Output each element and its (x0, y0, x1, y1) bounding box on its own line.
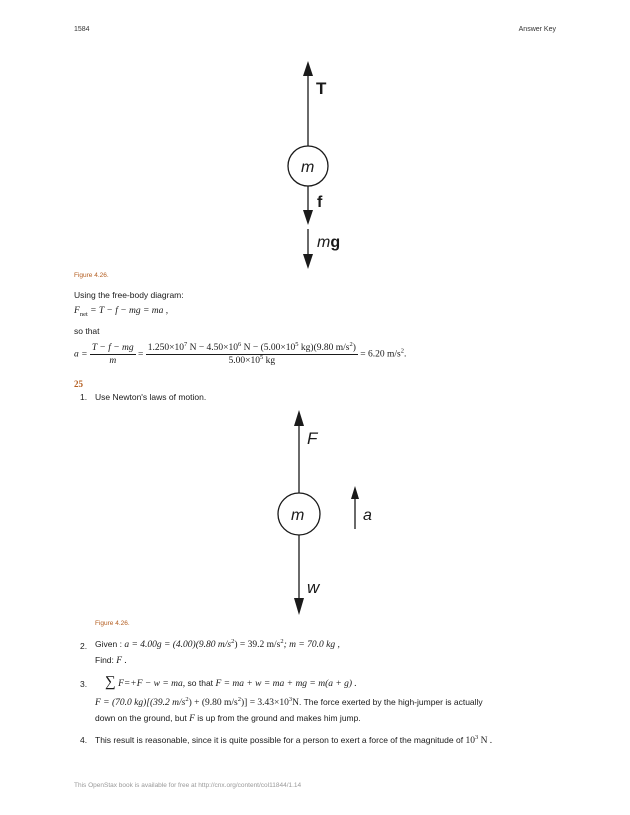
so-that-text: so that (74, 326, 100, 336)
item-1-text: Use Newton's laws of motion. (95, 392, 207, 402)
weight-arrow-head (303, 254, 313, 269)
item-3-number: 3. (80, 679, 88, 689)
running-title: Answer Key (518, 26, 556, 33)
fraction-numeric: $\frac{1.250\times 10^7 N - 4.50\times 10^6 N - (5.00\times 10^5 kg)(9.80 m/s^2)}{5.00\times 10^5 kg}$ (147, 340, 356, 366)
free-body-diagram-1 (270, 55, 360, 275)
force-label: F (307, 429, 318, 448)
intro-text: Using the free-body diagram: (74, 290, 184, 300)
weight-label-2: w (307, 578, 320, 597)
item-2-number: 2. (80, 641, 88, 651)
weight-arrow-head-2 (294, 598, 304, 615)
item-2-find: Find: F . (95, 655, 127, 666)
item-2-given: Given : a = 4.00g = (4.00)(9.80 $m/s^2) = 39.2$ $m/s^2$; m = 70.0 kg , (95, 637, 340, 650)
tension-label: T (316, 79, 327, 98)
item-3-line1: ∑ F=+F − w = ma, so that F = ma + w = ma + mg = m(a + g) . (105, 674, 357, 690)
figure-caption-2: Figure 4.26. (95, 620, 130, 627)
weight-label (317, 234, 340, 251)
friction-arrow-head (303, 210, 313, 225)
mass-label-2: m (291, 507, 305, 524)
force-arrow-head (294, 410, 304, 426)
tension-arrow-head (303, 61, 313, 76)
mass-label: m (301, 159, 315, 176)
footer-text: This OpenStax book is available for free at http://cnx.org/content/col11844/1.14 (74, 782, 302, 789)
item-3-line3: down on the ground, but F is up from the ground and makes him jump. (95, 713, 361, 724)
acceleration-label: a (363, 507, 372, 524)
page-number: 1584 (74, 26, 90, 33)
section-number: 25 (74, 379, 83, 389)
fraction-symbolic: $\frac{T - f - mg}{m}$ (91, 343, 134, 366)
free-body-diagram-2 (260, 405, 400, 620)
figure-caption-1: Figure 4.26. (74, 272, 109, 279)
friction-label: f (317, 194, 323, 211)
acceleration-equation: a = $\frac{T - f - mg}{m}$ = $\frac{1.250\times 10^7 N - 4.50\times 10^6 N - (5.00\times 10^5 kg)(9.80 m/s^2)}{5.00\times 10^5 kg}$ = 6.20 $m/s^2$. (74, 340, 407, 366)
weight-label-g: g (330, 234, 341, 251)
acceleration-arrow-head (351, 486, 359, 499)
weight-label-m: m (317, 234, 331, 251)
item-1-number: 1. (80, 392, 88, 402)
fnet-equation: $F_{net} = T - f$ − mg = ma , (74, 306, 169, 318)
item-3-line2: F = (70.0 kg)[(39.2 $m/s^2) + (9.80$ $m/s^2)] = 3.43\times 10^3N$. The force exerted by the high-jumper is actually (95, 695, 483, 708)
item-4-number: 4. (80, 735, 88, 745)
item-4-text: This result is reasonable, since it is quite possible for a person to exert a force of the magnitude of $10^3$ N . (95, 733, 493, 746)
